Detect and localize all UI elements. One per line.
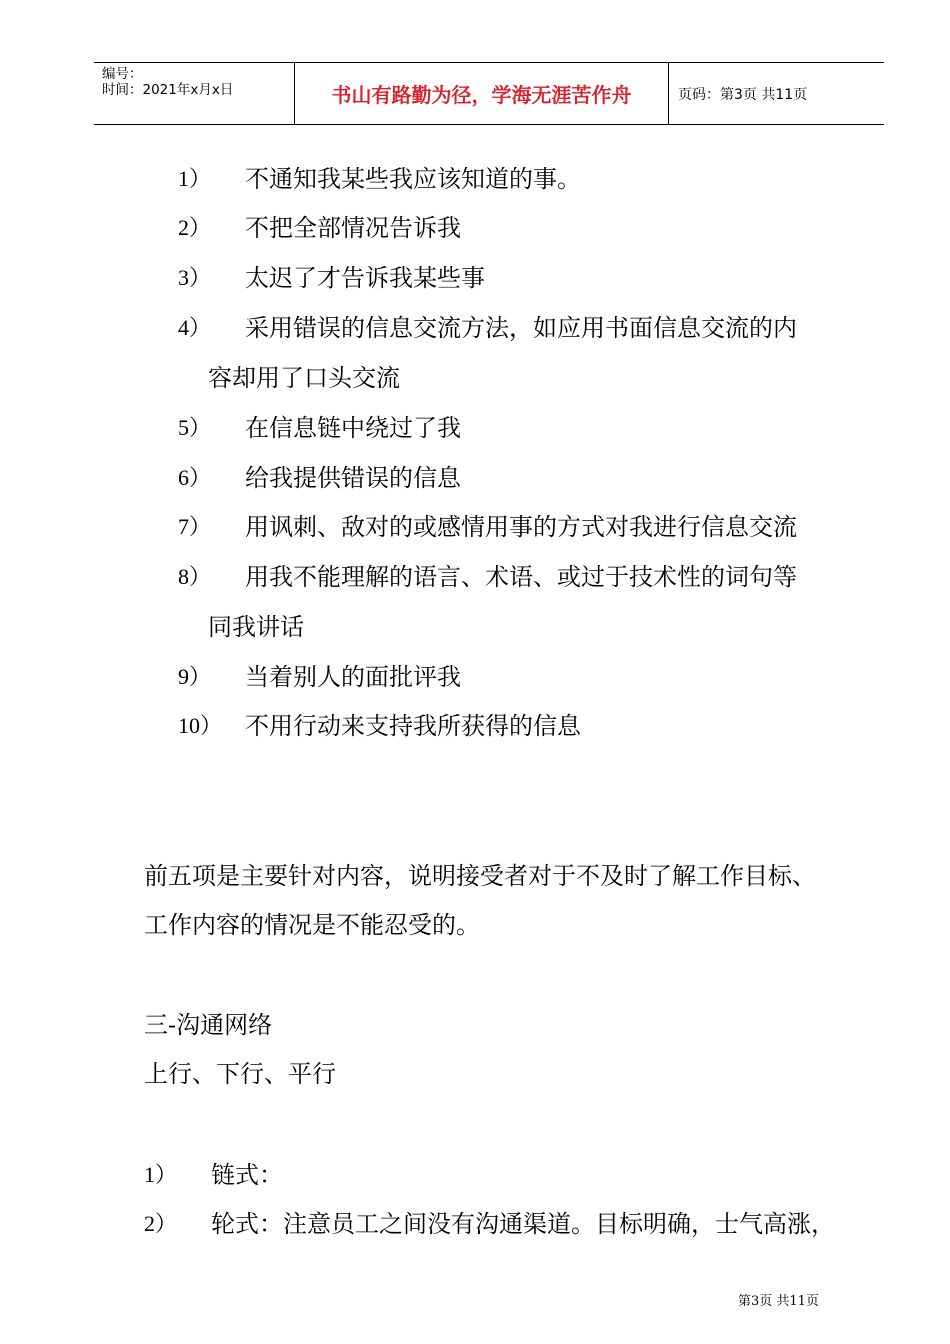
list-item-number: 1） [144,1162,178,1187]
header-motto: 书山有路勤为径，学海无涯苦作舟 [331,83,632,107]
list-item-text: 用我不能理解的语言、术语、或过于技术性的词句等 [245,563,797,591]
list-item-text: 当着别人的面批评我 [245,663,461,691]
list-item-text: 太迟了才告诉我某些事 [245,264,485,292]
list-item-text: 链式： [211,1161,283,1189]
list-item-text: 不用行动来支持我所获得的信息 [245,712,581,740]
list-item-continuation: 同我讲话 [208,613,304,641]
list-item-number: 9） [178,664,212,689]
list-item-number: 5） [178,415,212,440]
list-item-text: 不通知我某些我应该知道的事。 [245,165,581,193]
section-title: 三-沟通网络 [144,1011,273,1039]
list-item-number: 1） [178,166,212,191]
time-label: 时间：2021年x月x日 [102,82,234,98]
list-item-text: 在信息链中绕过了我 [245,414,461,442]
list-item-text: 用讽刺、敌对的或感情用事的方式对我进行信息交流 [245,513,797,541]
page-footer: 第3页 共11页 [738,1294,819,1309]
list-item-text: 不把全部情况告诉我 [245,214,461,242]
list-item-number: 8） [178,564,212,589]
list-item-number: 6） [178,465,212,490]
section-subtitle: 上行、下行、平行 [144,1060,336,1088]
summary-line: 前五项是主要针对内容，说明接受者对于不及时了解工作目标、 [144,862,816,890]
list-item-number: 10） [178,713,223,738]
list-item-text: 给我提供错误的信息 [245,464,461,492]
list-item-number: 3） [178,265,212,290]
list-item-text: 轮式：注意员工之间没有沟通渠道。目标明确，士气高涨， [211,1210,835,1238]
list-item-number: 7） [178,514,212,539]
summary-line: 工作内容的情况是不能忍受的。 [144,911,480,939]
header-page-info: 页码：第3页 共11页 [678,86,808,103]
list-item-text: 采用错误的信息交流方法，如应用书面信息交流的内 [245,314,797,342]
list-item-number: 2） [178,215,212,240]
list-item-number: 4） [178,315,212,340]
list-item-number: 2） [144,1211,178,1236]
serial-label: 编号： [102,66,143,82]
list-item-continuation: 容却用了口头交流 [208,364,400,392]
